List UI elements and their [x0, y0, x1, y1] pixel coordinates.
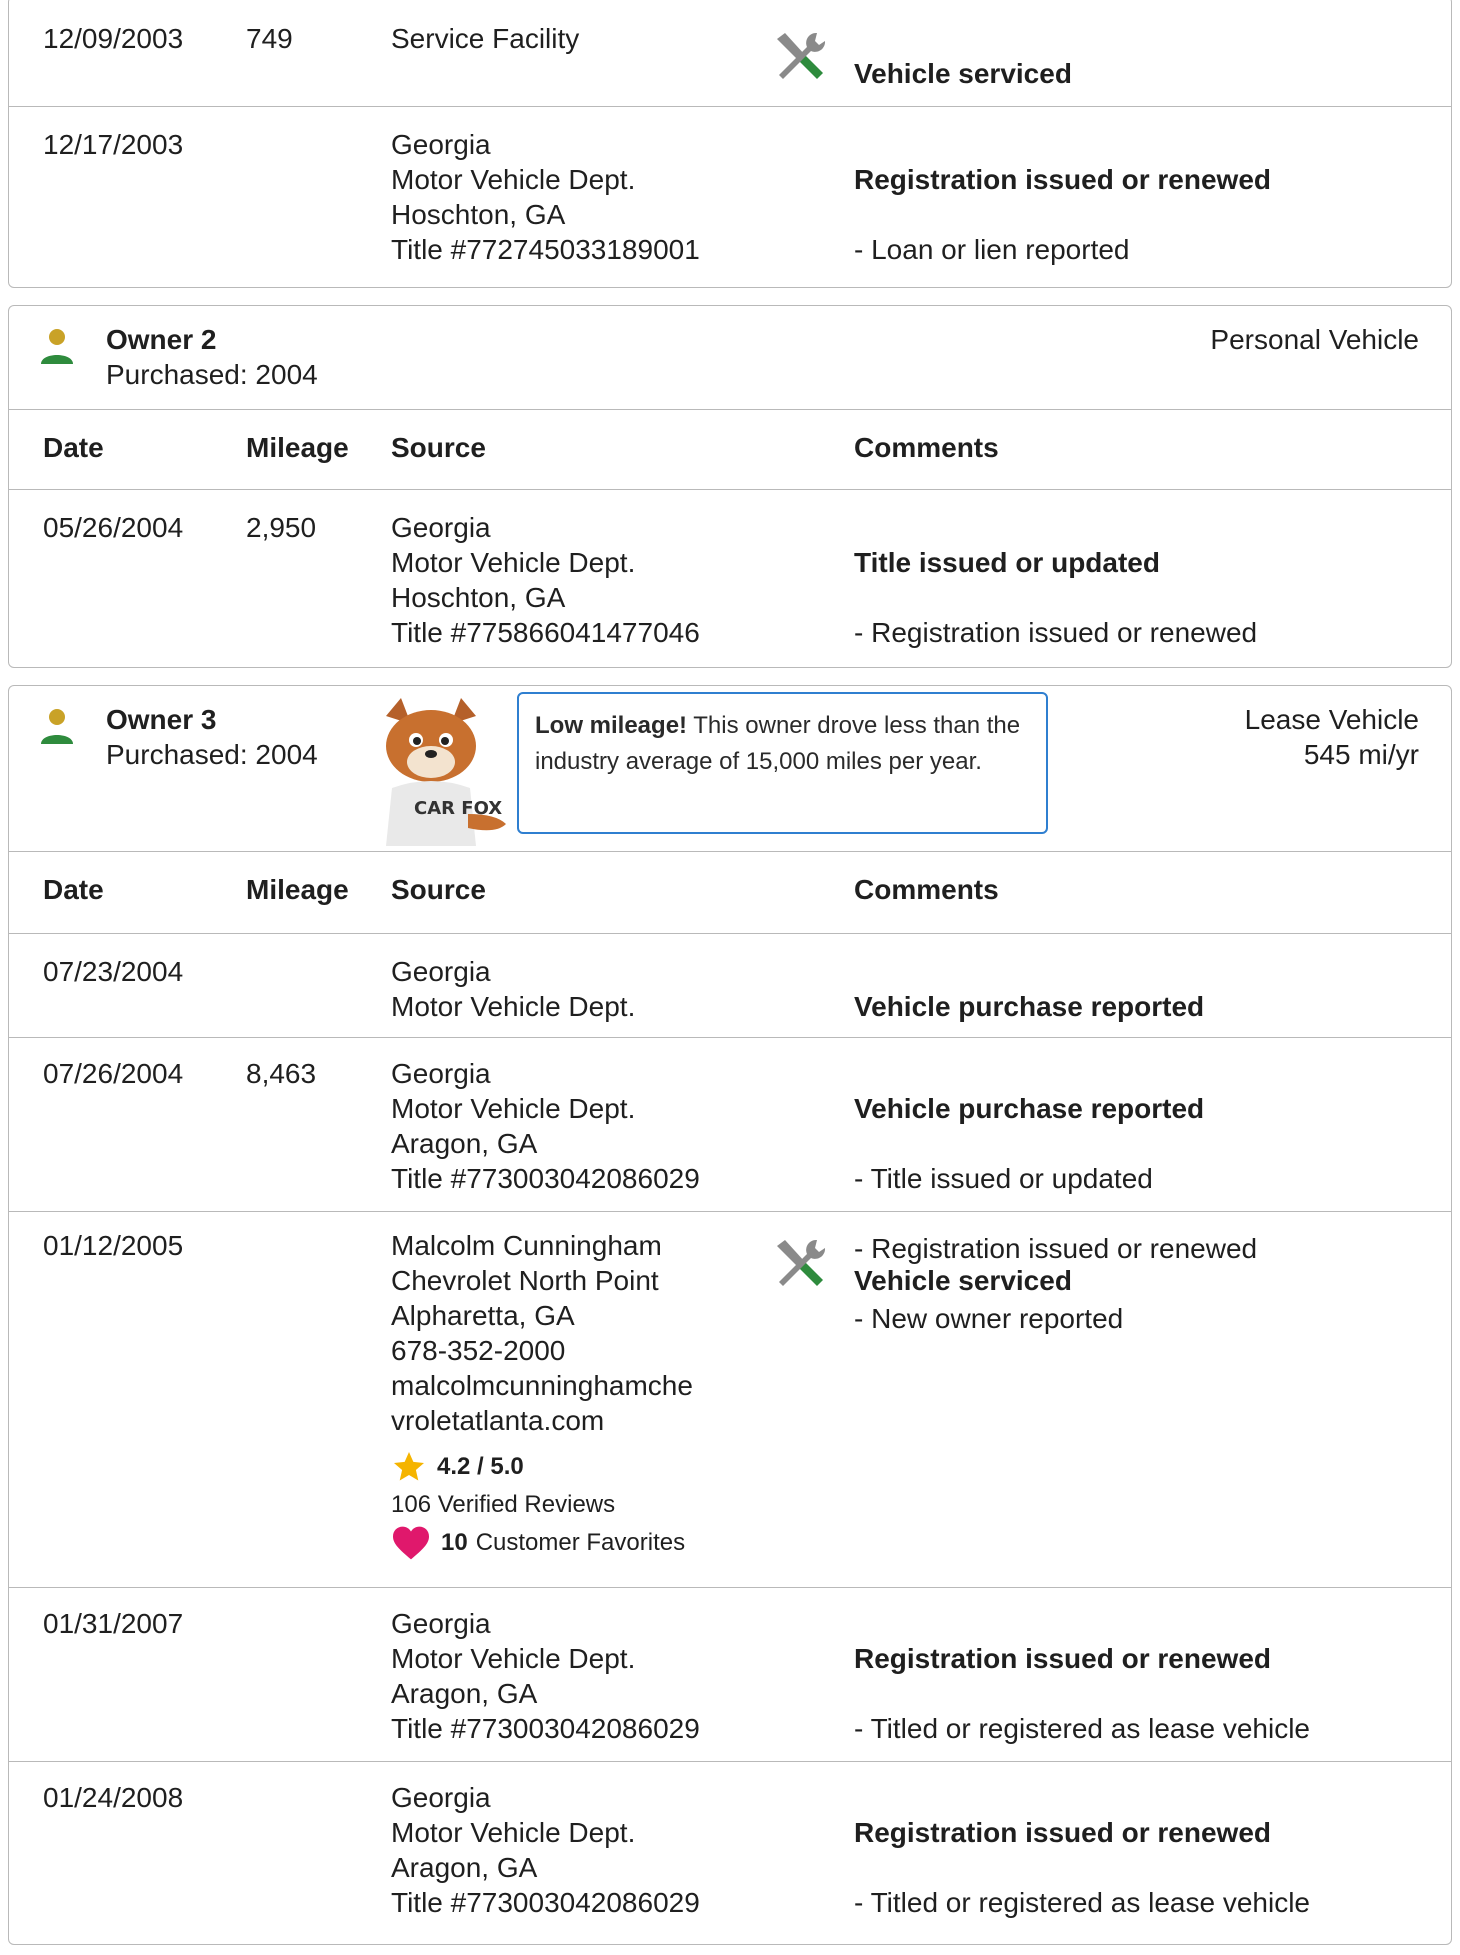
fox-shirt-label: CAR FOX — [414, 798, 503, 819]
header-source: Source — [391, 432, 486, 463]
comment-title: Vehicle serviced — [854, 58, 1072, 89]
favorites-label: Customer Favorites — [475, 1529, 686, 1556]
row-date: 07/26/2004 — [43, 1058, 184, 1089]
row-source: Georgia Motor Vehicle Dept. Aragon, GA Title #773003042086029 — [391, 1782, 700, 1918]
header-comments: Comments — [854, 432, 999, 463]
owner1-history-card — [8, 0, 1452, 288]
comment-title: Registration issued or renewed — [854, 1817, 1271, 1848]
row-source: Service Facility — [391, 23, 580, 54]
table-row — [9, 0, 1451, 107]
comment-title: Registration issued or renewed — [854, 1643, 1271, 1674]
comment-title: Vehicle purchase reported — [854, 991, 1205, 1022]
row-comments — [854, 127, 1434, 302]
row-comments — [854, 1780, 1434, 1955]
tools-icon — [771, 1236, 827, 1292]
verified-reviews-link[interactable]: 106 Verified Reviews — [391, 1491, 616, 1518]
header-date: Date — [43, 432, 104, 463]
comment-item: - Titled or registered as lease vehicle — [854, 1713, 1310, 1744]
header-mileage: Mileage — [246, 874, 349, 905]
row-mileage: 749 — [246, 23, 293, 54]
low-mileage-callout — [517, 692, 1048, 834]
owner-header — [9, 686, 1451, 852]
owner-title — [106, 702, 318, 772]
row-source: Georgia Motor Vehicle Dept. Hoschton, GA Title #772745033189001 — [391, 129, 700, 265]
table-row — [9, 934, 1451, 1038]
person-icon — [39, 328, 75, 366]
comment-title: Registration issued or renewed — [854, 164, 1271, 195]
table-row — [9, 490, 1451, 669]
row-date: 07/23/2004 — [43, 956, 184, 987]
owner-title — [106, 322, 318, 392]
row-source: Georgia Motor Vehicle Dept. Aragon, GA Title #773003042086029 — [391, 1608, 700, 1744]
comment-item: - Registration issued or renewed — [854, 617, 1258, 648]
row-mileage: 8,463 — [246, 1058, 317, 1089]
owner3-card — [8, 685, 1452, 1945]
row-source: Georgia Motor Vehicle Dept. Aragon, GA Title #773003042086029 — [391, 1058, 700, 1194]
comment-title: Vehicle purchase reported — [854, 1093, 1205, 1124]
row-date: 01/31/2007 — [43, 1608, 184, 1639]
row-source: Georgia Motor Vehicle Dept. Hoschton, GA Title #775866041477046 — [391, 512, 700, 648]
table-row — [9, 1212, 1451, 1588]
dealer-rating — [391, 1448, 685, 1562]
owner2-card — [8, 305, 1452, 668]
row-date: 12/09/2003 — [43, 23, 184, 54]
header-date: Date — [43, 874, 104, 905]
rating-value: 4.2 / 5.0 — [437, 1453, 524, 1480]
owner-name: Owner 2 — [106, 324, 217, 355]
heart-icon — [391, 1525, 431, 1561]
callout-title: Low mileage! — [535, 712, 688, 739]
table-header — [9, 852, 1451, 934]
owner-header — [9, 306, 1451, 410]
row-comments — [854, 1228, 1434, 1333]
table-header — [9, 410, 1451, 490]
comment-title: Vehicle serviced — [854, 1265, 1072, 1296]
owner-vehicle-type: Personal Vehicle — [1210, 324, 1419, 355]
table-row — [9, 107, 1451, 285]
comment-title: Title issued or updated — [854, 547, 1160, 578]
row-comments — [854, 1606, 1434, 1781]
row-date: 12/17/2003 — [43, 129, 184, 160]
row-date: 01/12/2005 — [43, 1230, 184, 1261]
row-date: 01/24/2008 — [43, 1782, 184, 1813]
comment-item: - New owner reported — [854, 1303, 1124, 1334]
comment-item: - Title issued or updated — [854, 1163, 1153, 1194]
owner-name: Owner 3 — [106, 704, 217, 735]
carfox-mascot-icon — [356, 696, 506, 846]
comment-item: - Registration issued or renewed — [854, 1233, 1258, 1264]
callout-text: This owner drove less than the industry average of 15,000 miles per year. — [535, 712, 1021, 775]
row-source: Malcolm Cunningham Chevrolet North Point Alpharetta, GA 678-352-2000 malcolmcunninghamche vroletatlanta.com — [391, 1230, 693, 1436]
header-comments: Comments — [854, 874, 999, 905]
owner-purchased: Purchased: 2004 — [106, 359, 318, 390]
star-icon — [391, 1449, 427, 1485]
header-mileage: Mileage — [246, 432, 349, 463]
row-source: Georgia Motor Vehicle Dept. — [391, 956, 636, 1022]
header-source: Source — [391, 874, 486, 905]
owner-vehicle-type: Lease Vehicle 545 mi/yr — [1244, 704, 1419, 770]
row-date: 05/26/2004 — [43, 512, 184, 543]
table-row — [9, 1762, 1451, 1946]
tools-icon — [771, 29, 827, 85]
comment-item: - Titled or registered as lease vehicle — [854, 1887, 1310, 1918]
comment-item: - Loan or lien reported — [854, 234, 1130, 265]
person-icon — [39, 708, 75, 746]
owner-purchased: Purchased: 2004 — [106, 739, 318, 770]
row-mileage: 2,950 — [246, 512, 317, 543]
table-row — [9, 1588, 1451, 1762]
favorites-count: 10 — [441, 1529, 468, 1556]
